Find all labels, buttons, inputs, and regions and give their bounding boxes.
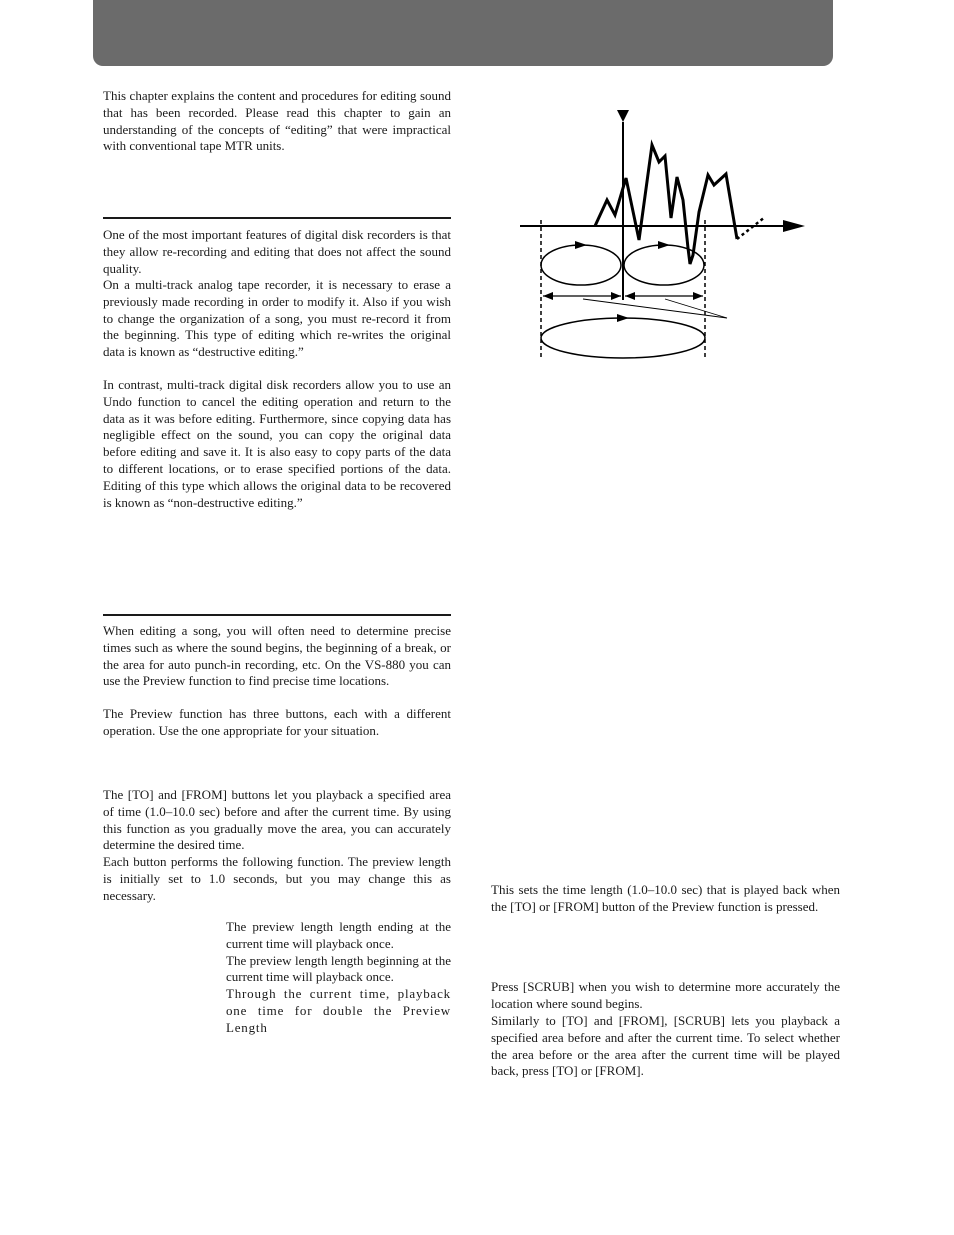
section-rule-1	[103, 217, 451, 219]
from-button-description: The preview length length beginning at the current time will playback once.	[226, 952, 451, 985]
time-axis-arrow	[783, 220, 805, 232]
to-length-arrow-right	[611, 292, 621, 300]
to-from-both-description: Through the current time, playback one time for double the Preview Length	[226, 986, 451, 1035]
scrub-paragraph-2: Similarly to [TO] and [FROM], [SCRUB] lets you playback a specified area before and after the current time. To select whether the area before or the area after the current time will be played back, press [TO] or [FROM].	[491, 1013, 840, 1079]
to-playback-ellipse	[541, 245, 621, 285]
section2-paragraph-2: The Preview function has three buttons, each with a different operation. Use the one appropriate for your situation.	[103, 706, 451, 738]
from-playback-arrow	[658, 241, 670, 249]
from-playback-ellipse	[624, 245, 704, 285]
leader-line-from	[665, 299, 727, 318]
scrub-paragraph-1: Press [SCRUB] when you wish to determine more accurately the location where sound begins.	[491, 979, 840, 1011]
to-length-arrow-left	[543, 292, 553, 300]
both-playback-ellipse	[541, 318, 705, 358]
preview-waveform-diagram	[515, 100, 815, 362]
section1-paragraph-3: In contrast, multi-track digital disk recorders allow you to use an Undo function to cancel the editing operation and return to the data as it was before editing. Furthermore, since copying data has negligible effect on the sound, you can copy the original data before editing and save it. It is also easy to copy parts of the data to different locations, or to erase specified portions of the data. Editing of this type which allows the original data to be recovered is known as “non-destructive editing.”	[103, 377, 451, 510]
from-length-arrow-left	[625, 292, 635, 300]
leader-line-to	[583, 299, 727, 318]
section2-paragraph-1: When editing a song, you will often need to determine precise times such as where the sound begins, the beginning of a break, or the area for auto punch-in recording, etc. On the VS-880 you can use the Preview function to find precise time locations.	[103, 623, 451, 689]
intro-paragraph: This chapter explains the content and procedures for editing sound that has been recorded. Please read this chapter to gain an understanding of the concepts of “editing” that were impractical with conventional tape MTR units.	[103, 88, 451, 154]
section1-paragraph-1: One of the most important features of digital disk recorders is that they allow re-recording and editing that does not affect the sound quality.	[103, 227, 451, 276]
to-playback-arrow	[575, 241, 587, 249]
from-length-arrow-right	[693, 292, 703, 300]
current-time-arrow	[617, 110, 629, 122]
to-from-paragraph-2: Each button performs the following function. The preview length is initially set to 1.0 seconds, but you may change this as necessary.	[103, 854, 451, 903]
to-button-description: The preview length length ending at the current time will playback once.	[226, 919, 451, 951]
both-playback-arrow	[617, 314, 629, 322]
preview-length-paragraph: This sets the time length (1.0–10.0 sec) that is played back when the [TO] or [FROM] button of the Preview function is pressed.	[491, 882, 840, 914]
section-rule-2	[103, 614, 451, 616]
chapter-header-bar	[93, 0, 833, 66]
button-descriptions	[226, 919, 451, 1037]
section1-paragraph-2: On a multi-track analog tape recorder, it is necessary to erase a previously made recording in order to modify it. Also if you wish to change the organization of a song, you must re-record it from the beginning. This type of editing which re-writes the original data is known as “destructive editing.”	[103, 277, 451, 360]
to-from-paragraph-1: The [TO] and [FROM] buttons let you playback a specified area of time (1.0–10.0 sec) before and after the current time. By using this function as you gradually move the area, you can accurately determine the desired time.	[103, 787, 451, 853]
waveform-continuation	[737, 217, 765, 239]
